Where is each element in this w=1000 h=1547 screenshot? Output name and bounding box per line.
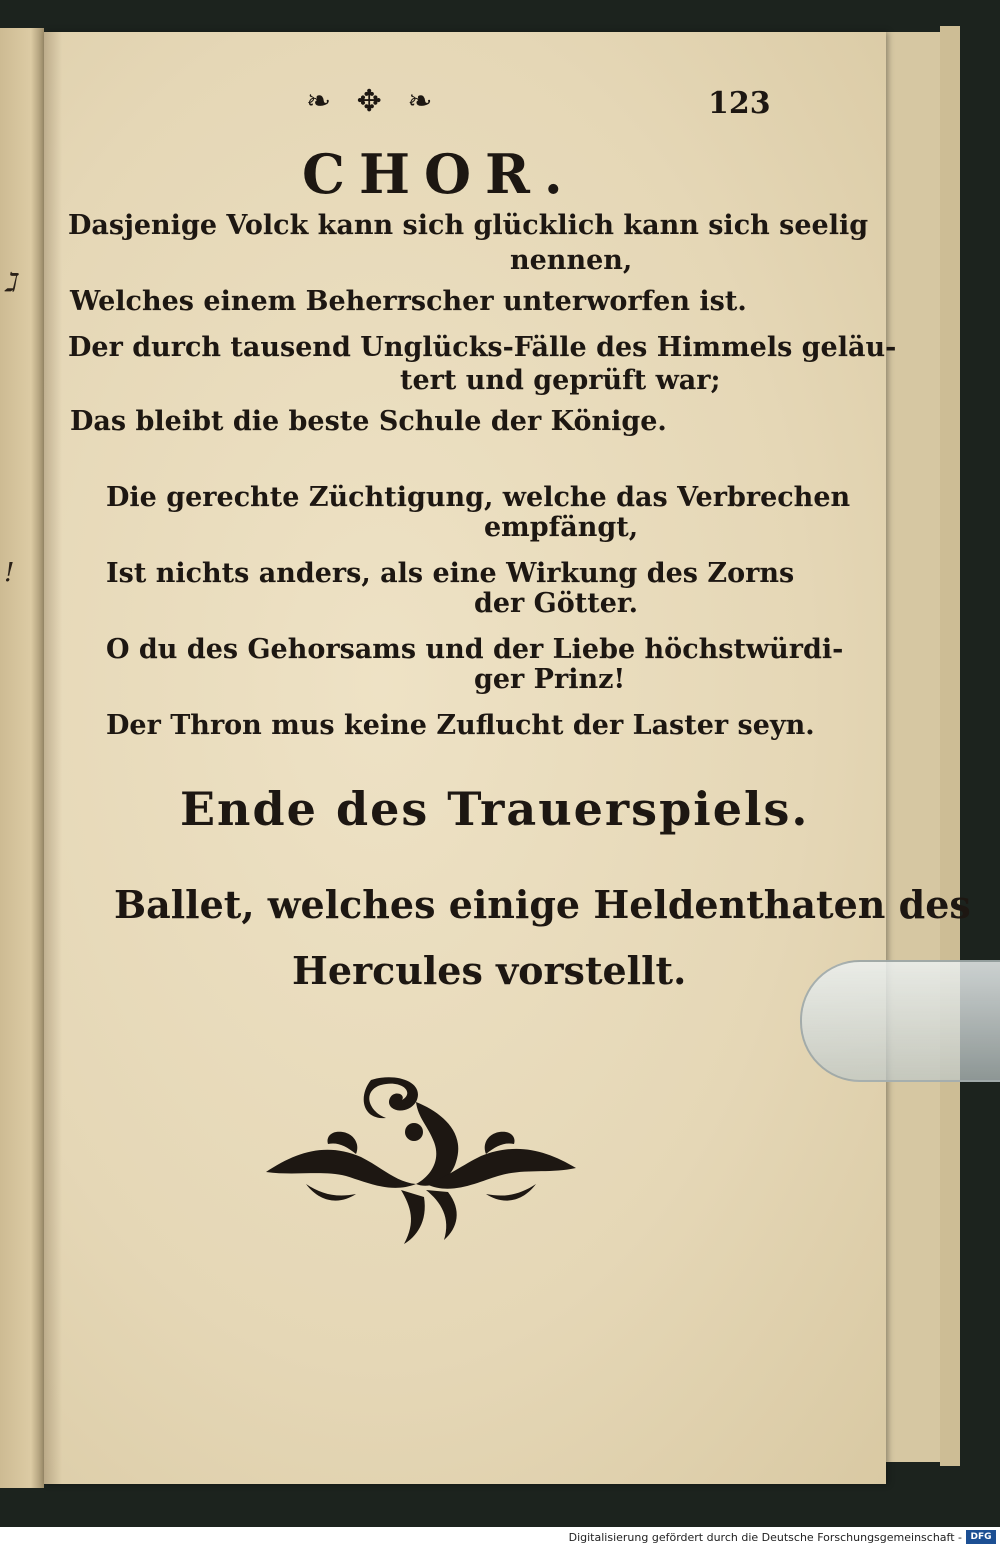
verse-line: Die gerechte Züchtigung, welche das Verbrechen [106,482,851,513]
end-title: Ende des Trauerspiels. [180,782,810,836]
verse-line: Der durch tausend Unglücks-Fälle des Himmels geläu- [68,332,897,363]
verse-line: der Götter. [474,588,639,619]
verse-line: tert und geprüft war; [400,365,721,396]
previous-page-mark: ! [4,558,15,588]
ballet-title-line: Hercules vorstellt. [292,948,687,993]
book-page [44,32,971,1484]
tailpiece-ornament-icon [266,1072,576,1252]
previous-page-mark: ℷ [4,268,17,298]
verse-line: Der Thron mus keine Zuflucht der Laster seyn. [106,710,815,741]
page-stack-edge [940,26,960,1466]
footer-credit: Digitalisierung gefördert durch die Deutsche Forschungsgemeinschaft - [568,1531,962,1544]
dfg-logo-icon: DFG [966,1530,996,1544]
ballet-title-line: Ballet, welches einige Heldenthaten des [114,882,971,927]
header-ornament: ❧ ✥ ❧ [306,84,441,119]
verse-line: Ist nichts anders, als eine Wirkung des Zorns [106,558,795,589]
verse-line: ger Prinz! [474,664,626,695]
scroll-handle[interactable] [800,960,1000,1082]
verse-line: nennen, [510,245,633,276]
page-heading: CHOR. [302,142,577,206]
footer-bar [0,1527,1000,1547]
verse-line: Welches einem Beherrscher unterworfen ist. [70,286,747,317]
verse-line: empfängt, [484,512,639,543]
verse-line: Das bleibt die beste Schule der Könige. [70,406,667,437]
previous-page-edge [0,28,44,1488]
page-number: 123 [708,86,771,121]
verse-line: Dasjenige Volck kann sich glücklich kann sich seelig [68,210,869,241]
verse-line: O du des Gehorsams und der Liebe höchstwürdi- [106,634,844,665]
page-gutter-shadow [44,32,62,1484]
